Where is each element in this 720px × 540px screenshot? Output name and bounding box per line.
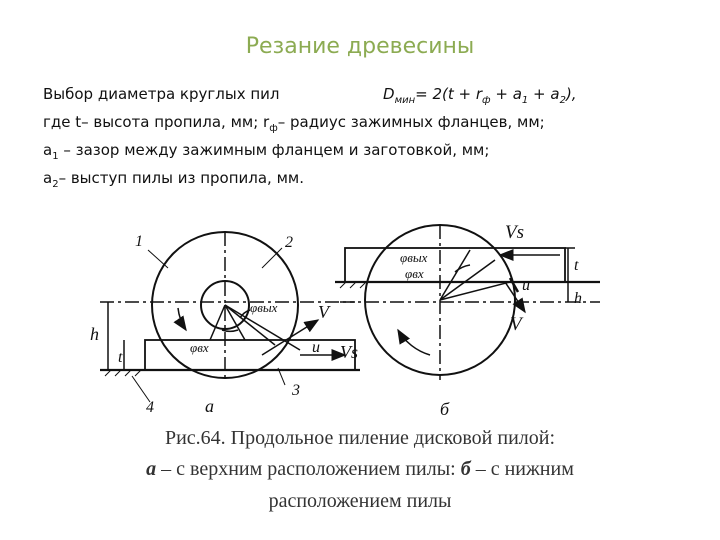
- svg-text:V: V: [318, 302, 329, 322]
- svg-text:φвых: φвых: [400, 250, 428, 265]
- diagram-b-labels: [400, 222, 582, 419]
- caption-line-1: Рис.64. Продольное пиление дисковой пилой:: [164, 427, 556, 449]
- svg-text:2: 2: [285, 234, 293, 251]
- svg-text:u: u: [312, 339, 320, 356]
- text-line-3: $a_1$ – зазор между зажимным фланцем и заготовкой, мм;: [43, 141, 490, 162]
- svg-text:а: а: [205, 396, 214, 416]
- svg-text:б: б: [440, 399, 450, 419]
- svg-text:h: h: [574, 290, 582, 307]
- caption-line-2: а – с верхним расположением пилы: б – с нижним: [146, 458, 574, 480]
- svg-text:t: t: [574, 257, 579, 274]
- svg-text:φвых: φвых: [250, 300, 278, 315]
- line1-text: Выбор диаметра круглых пил: [43, 85, 280, 103]
- svg-text:h: h: [90, 324, 99, 344]
- svg-text:Vs: Vs: [505, 222, 524, 243]
- text-line-4: $a_2-$ выступ пилы из пропила, мм.: [43, 169, 304, 190]
- svg-text:V: V: [510, 314, 522, 335]
- svg-text:t: t: [118, 349, 123, 366]
- diagram-b: [335, 225, 600, 380]
- svg-text:4: 4: [146, 399, 154, 416]
- svg-text:1: 1: [135, 233, 143, 250]
- svg-text:Vs: Vs: [340, 342, 358, 362]
- svg-text:u: u: [522, 277, 530, 294]
- text-line-2: где t– высота пропила, мм; $r_ф-$ радиус зажимных фланцев, мм;: [43, 113, 545, 134]
- formula: $D_{мин}= 2(t + r_ф + a_1 + a_2)$,: [383, 85, 577, 106]
- svg-text:3: 3: [292, 382, 300, 399]
- svg-text:φвх: φвх: [190, 340, 209, 355]
- caption-line-3: расположением пилы: [268, 490, 452, 512]
- page-title: Резание древесины: [245, 34, 475, 59]
- diagram-a-labels: [90, 233, 358, 416]
- svg-text:φвх: φвх: [405, 266, 424, 281]
